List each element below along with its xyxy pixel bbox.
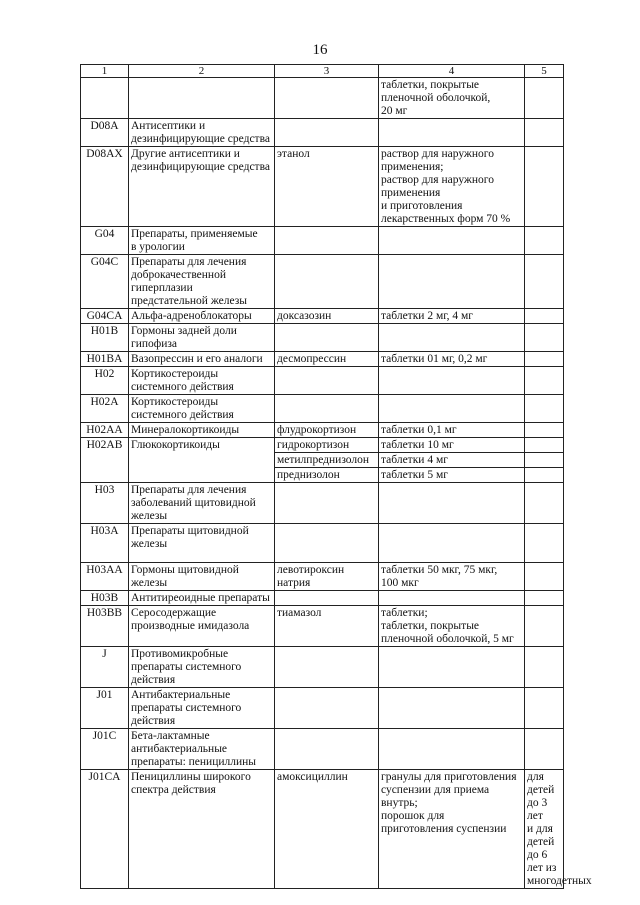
dosage-form-cell: [379, 324, 525, 352]
drug-name-cell: [275, 524, 379, 563]
dosage-form-cell: [379, 453, 525, 468]
cell-text: преднизолон: [277, 469, 340, 481]
cell-text: таблетки 01 мг, 0,2 мг: [381, 353, 488, 365]
dosage-form-cell: [379, 647, 525, 688]
group-name-cell: [129, 147, 275, 227]
dosage-form-cell: [379, 468, 525, 483]
cell-text: H02: [94, 368, 115, 380]
atc-code-cell: [81, 483, 129, 524]
drug-name-cell: [275, 78, 379, 119]
note-cell: [525, 563, 564, 591]
cell-text: Альфа-адреноблокаторы: [131, 310, 252, 322]
drug-name-cell: [275, 227, 379, 255]
drug-name-cell: [275, 770, 379, 889]
dosage-form-cell: [379, 255, 525, 309]
table-row: [81, 324, 564, 352]
atc-code-cell: [81, 729, 129, 770]
header-cell: 1: [81, 65, 129, 78]
cell-text: J01: [96, 689, 113, 701]
note-cell: [525, 606, 564, 647]
cell-text: H01BA: [86, 353, 123, 365]
note-cell: [525, 591, 564, 606]
cell-text: таблетки 50 мкг, 75 мкг, 100 мкг: [381, 564, 498, 589]
table-row: [81, 255, 564, 309]
note-cell: [525, 352, 564, 367]
table-row: [81, 483, 564, 524]
group-name-cell: [129, 227, 275, 255]
dosage-form-cell: [379, 227, 525, 255]
atc-code-cell: [81, 647, 129, 688]
table-row: [81, 309, 564, 324]
note-cell: [525, 524, 564, 563]
drug-name-cell: [275, 729, 379, 770]
note-cell: [525, 227, 564, 255]
note-cell: [525, 255, 564, 309]
drug-name-cell: [275, 395, 379, 423]
cell-text: G04C: [90, 256, 119, 268]
cell-text: таблетки; таблетки, покрытые пленочной оболочкой, 5 мг: [381, 607, 514, 645]
dosage-form-cell: [379, 606, 525, 647]
group-name-cell: [129, 309, 275, 324]
atc-code-cell: [81, 309, 129, 324]
cell-text: H01B: [90, 325, 119, 337]
dosage-form-cell: [379, 483, 525, 524]
note-cell: [525, 78, 564, 119]
cell-text: Антибактериальные препараты системного действия: [131, 689, 242, 727]
group-name-cell: [129, 770, 275, 889]
table-row: [81, 647, 564, 688]
cell-text: метилпреднизолон: [277, 454, 370, 466]
dosage-form-cell: [379, 563, 525, 591]
cell-text: Другие антисептики и дезинфицирующие средства: [131, 148, 270, 173]
note-cell: [525, 309, 564, 324]
cell-text: таблетки 4 мг: [381, 454, 448, 466]
table-row: [81, 688, 564, 729]
header-cell: 3: [275, 65, 379, 78]
drug-name-cell: [275, 647, 379, 688]
cell-text: Препараты, применяемые в урологии: [131, 228, 258, 253]
cell-text: D08A: [90, 120, 119, 132]
cell-text: левотироксин натрия: [277, 564, 345, 589]
drug-name-cell: [275, 255, 379, 309]
atc-code-cell: [81, 324, 129, 352]
cell-text: J: [102, 648, 107, 660]
cell-text: H03AA: [86, 564, 123, 576]
cell-text: Пенициллины широкого спектра действия: [131, 771, 251, 796]
cell-text: Кортикостероиды системного действия: [131, 368, 234, 393]
atc-code-cell: [81, 255, 129, 309]
note-cell: [525, 367, 564, 395]
dosage-form-cell: [379, 729, 525, 770]
table-row: [81, 524, 564, 563]
cell-text: Противомикробные препараты системного действия: [131, 648, 242, 686]
cell-text: Препараты для лечения заболеваний щитовидной железы: [131, 484, 256, 522]
cell-text: Кортикостероиды системного действия: [131, 396, 234, 421]
drug-name-cell: [275, 453, 379, 468]
group-name-cell: [129, 367, 275, 395]
cell-text: таблетки 0,1 мг: [381, 424, 457, 436]
table-row: [81, 227, 564, 255]
atc-code-cell: [81, 119, 129, 147]
group-name-cell: [129, 647, 275, 688]
drug-name-cell: [275, 591, 379, 606]
cell-text: J01C: [92, 730, 117, 742]
table-row: [81, 78, 564, 119]
cell-text: доксазозин: [277, 310, 332, 322]
cell-text: G04: [94, 228, 115, 240]
group-name-cell: [129, 688, 275, 729]
drug-name-cell: [275, 438, 379, 453]
dosage-form-cell: [379, 524, 525, 563]
atc-code-cell: [81, 591, 129, 606]
drug-name-cell: [275, 483, 379, 524]
cell-text: таблетки 5 мг: [381, 469, 448, 481]
group-name-cell: [129, 395, 275, 423]
drug-name-cell: [275, 563, 379, 591]
cell-text: Антитиреоидные препараты: [131, 592, 270, 604]
note-cell: [525, 438, 564, 453]
note-cell: [525, 483, 564, 524]
dosage-form-cell: [379, 423, 525, 438]
cell-text: Серосодержащие производные имидазола: [131, 607, 250, 632]
dosage-form-cell: [379, 352, 525, 367]
table-row: [81, 438, 564, 453]
cell-text: H03BB: [86, 607, 123, 619]
atc-code-cell: [81, 606, 129, 647]
cell-text: Бета-лактамные антибактериальные препараты: пенициллины: [131, 730, 257, 768]
drug-name-cell: [275, 468, 379, 483]
dosage-form-cell: [379, 395, 525, 423]
group-name-cell: [129, 563, 275, 591]
cell-text: для детей до 3 лет и для детей до 6 лет из многодетных: [527, 771, 592, 887]
cell-text: Антисептики и дезинфицирующие средства: [131, 120, 270, 145]
table-row: [81, 591, 564, 606]
note-cell: [525, 324, 564, 352]
group-name-cell: [129, 591, 275, 606]
cell-text: таблетки, покрытые пленочной оболочкой, 20 мг: [381, 79, 491, 117]
cell-text: H03: [94, 484, 115, 496]
cell-text: таблетки 2 мг, 4 мг: [381, 310, 474, 322]
atc-code-cell: [81, 352, 129, 367]
note-cell: [525, 688, 564, 729]
cell-text: амоксициллин: [277, 771, 348, 783]
cell-text: H03B: [90, 592, 119, 604]
drug-name-cell: [275, 688, 379, 729]
cell-text: десмопрессин: [277, 353, 347, 365]
cell-text: флудрокортизон: [277, 424, 357, 436]
dosage-form-cell: [379, 309, 525, 324]
group-name-cell: [129, 119, 275, 147]
dosage-form-cell: [379, 688, 525, 729]
cell-text: H02AB: [86, 439, 123, 451]
dosage-form-cell: [379, 119, 525, 147]
group-name-cell: [129, 78, 275, 119]
atc-code-cell: [81, 395, 129, 423]
atc-code-cell: [81, 688, 129, 729]
dosage-form-cell: [379, 78, 525, 119]
group-name-cell: [129, 483, 275, 524]
cell-text: Гормоны задней доли гипофиза: [131, 325, 237, 350]
cell-text: Препараты щитовидной железы: [131, 525, 249, 550]
atc-code-cell: [81, 227, 129, 255]
group-name-cell: [129, 255, 275, 309]
cell-text: D08AX: [86, 148, 123, 160]
drug-name-cell: [275, 606, 379, 647]
note-cell: [525, 468, 564, 483]
atc-code-cell: [81, 78, 129, 119]
atc-code-cell: [81, 367, 129, 395]
atc-code-cell: [81, 563, 129, 591]
atc-code-cell: [81, 423, 129, 438]
note-cell: [525, 770, 592, 889]
group-name-cell: [129, 729, 275, 770]
table-row: [81, 352, 564, 367]
note-cell: [525, 729, 564, 770]
dosage-form-cell: [379, 591, 525, 606]
note-cell: [525, 647, 564, 688]
header-cell: 2: [129, 65, 275, 78]
cell-text: гидрокортизон: [277, 439, 350, 451]
table-row: [81, 563, 564, 591]
table-row: [81, 606, 564, 647]
cell-text: H03A: [90, 525, 119, 537]
drug-name-cell: [275, 309, 379, 324]
atc-code-cell: [81, 147, 129, 227]
table-row: [81, 395, 564, 423]
group-name-cell: [129, 352, 275, 367]
table-row: [81, 770, 564, 889]
table-row: [81, 367, 564, 395]
note-cell: [525, 147, 564, 227]
drug-name-cell: [275, 352, 379, 367]
cell-text: Глюкокортикоиды: [131, 439, 220, 451]
drug-name-cell: [275, 147, 379, 227]
atc-code-cell: [81, 524, 129, 563]
note-cell: [525, 423, 564, 438]
group-name-cell: [129, 324, 275, 352]
cell-text: G04CA: [86, 310, 123, 322]
table-header-row: [81, 65, 564, 78]
atc-code-cell: [81, 438, 129, 483]
cell-text: Гормоны щитовидной железы: [131, 564, 239, 589]
table-row: [81, 423, 564, 438]
cell-text: гранулы для приготовления суспензии для приема внутрь; порошок для приготовления суспензии: [381, 771, 517, 835]
drug-name-cell: [275, 324, 379, 352]
header-cell: 4: [379, 65, 525, 78]
table-row: [81, 147, 564, 227]
table-row: [81, 729, 564, 770]
dosage-form-cell: [379, 438, 525, 453]
cell-text: Минералокортикоиды: [131, 424, 240, 436]
drug-table: [80, 64, 592, 889]
dosage-form-cell: [379, 367, 525, 395]
cell-text: Препараты для лечения доброкачественной гиперплазии предстательной железы: [131, 256, 247, 307]
atc-code-cell: [81, 770, 129, 889]
table-row: [81, 119, 564, 147]
cell-text: тиамазол: [277, 607, 322, 619]
cell-text: Вазопрессин и его аналоги: [131, 353, 263, 365]
cell-text: таблетки 10 мг: [381, 439, 454, 451]
drug-name-cell: [275, 119, 379, 147]
note-cell: [525, 453, 564, 468]
page-number: 16: [312, 42, 328, 58]
cell-text: H02AA: [86, 424, 123, 436]
cell-text: H02A: [90, 396, 119, 408]
cell-text: этанол: [277, 148, 310, 160]
cell-text: раствор для наружного применения; раствор для наружного применения и приготовления лекарственных форм 70 %: [381, 148, 511, 225]
dosage-form-cell: [379, 770, 525, 889]
group-name-cell: [129, 606, 275, 647]
cell-text: J01CA: [88, 771, 121, 783]
header-cell: 5: [525, 65, 564, 78]
dosage-form-cell: [379, 147, 525, 227]
drug-name-cell: [275, 367, 379, 395]
note-cell: [525, 119, 564, 147]
group-name-cell: [129, 423, 275, 438]
group-name-cell: [129, 438, 275, 483]
group-name-cell: [129, 524, 275, 563]
note-cell: [525, 395, 564, 423]
drug-name-cell: [275, 423, 379, 438]
